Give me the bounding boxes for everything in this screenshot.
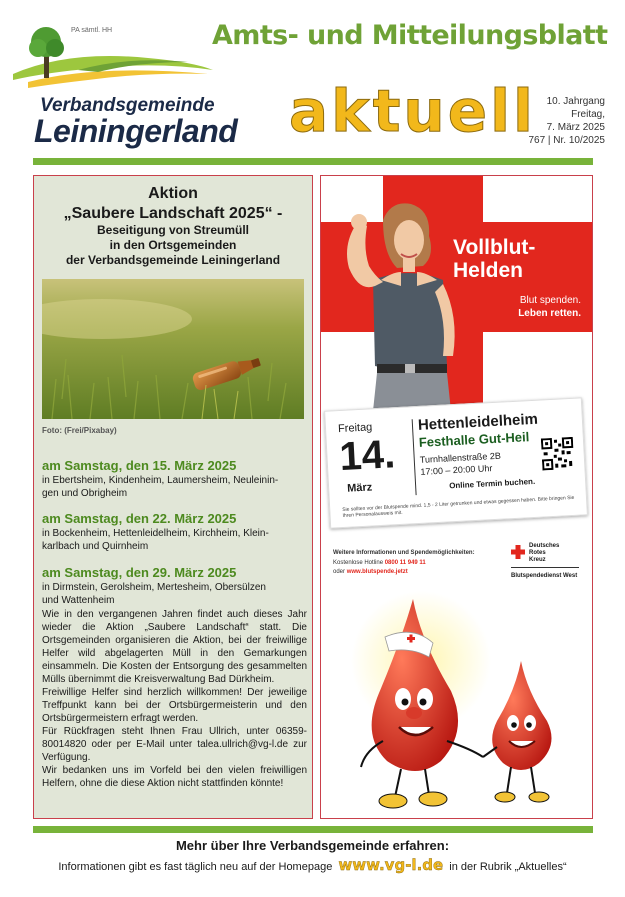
- drk-text-1: Deutsches: [529, 543, 560, 549]
- masthead-title: Amts- und Mitteilungsblatt: [212, 20, 608, 51]
- date-text-3b: und Wattenheim: [42, 595, 115, 606]
- drk-subline: Blutspendedienst West: [511, 573, 578, 579]
- poster-headline: [453, 236, 535, 282]
- issue-info: [528, 95, 605, 147]
- aktuell-wordmark: aktuell: [289, 77, 536, 145]
- body-paragraph-1: Wie in den vergangenen Jahren findet auch dieses Jahr wieder die Aktion „Saubere Landschaft“ statt. Die Ortsgemeinden organisieren die Aktion, bei der freiwillige Helfer wild abgelagerten Müll in den Gemarkungen einsammeln. Die Kosten der Entsorgung des gesammelten Mülls übernimmt die Kreisverwaltung Bad Dürkheim.: [42, 609, 307, 685]
- aktion-heading-2: „Saubere Landschaft 2025“ -: [63, 205, 283, 222]
- ticket-day: 14.: [338, 432, 397, 480]
- photo-credit: Foto: (Frei/Pixabay): [42, 426, 117, 435]
- woman-flexing-illustration: [331, 196, 471, 411]
- date-text-1a: in Ebertsheim, Kindenheim, Laumersheim, Neuleinin-: [42, 475, 279, 486]
- issue-number: 767 | Nr. 10/2025: [528, 135, 605, 146]
- ticket-time: 17:00 – 20:00 Uhr: [420, 463, 493, 477]
- date-block-2: [42, 511, 307, 553]
- blood-donation-poster: [320, 175, 593, 819]
- footer-suffix: in der Rubrik „Aktuelles“: [449, 861, 567, 873]
- footer-divider: [33, 826, 593, 833]
- verbandsgemeinde-logo: [8, 22, 218, 92]
- red-cross-icon: [511, 545, 525, 559]
- aktion-subheading-2: in den Ortsgemeinden: [109, 238, 237, 252]
- aktion-box: [33, 175, 313, 819]
- body-paragraph-3: Für Rückfragen steht Ihnen Frau Ullrich, unter 06359-80014820 oder per E-Mail unter talea.ullrich@vg-l.de zur Verfügung.: [42, 726, 307, 763]
- ticket-month: März: [346, 481, 373, 495]
- pa-note: PA sämtl. HH: [71, 27, 113, 34]
- blood-drop-mascots: [321, 581, 593, 817]
- drk-text-3: Kreuz: [529, 557, 546, 563]
- date-text-1b: gen und Obrigheim: [42, 488, 128, 499]
- ticket-separator: [412, 419, 417, 495]
- poster-claim-2: Leben retten.: [518, 308, 581, 319]
- web-line: [333, 568, 408, 576]
- date-text-3a: in Dirmstein, Gerolsheim, Mertesheim, Obersülzen: [42, 582, 266, 593]
- qr-code-icon: [541, 437, 575, 471]
- issue-jahrgang: 10. Jahrgang: [546, 96, 605, 107]
- header-divider: [33, 158, 593, 165]
- footer-prefix: Informationen gibt es fast täglich neu auf der Homepage: [58, 861, 333, 873]
- date-block-1: [42, 458, 307, 500]
- aktion-subheading-1: Beseitigung von Streumüll: [96, 223, 249, 237]
- blutspende-link[interactable]: www.blutspende.jetzt: [346, 569, 408, 575]
- drk-text-2: Rotes: [529, 550, 546, 556]
- event-ticket: [324, 397, 588, 528]
- hotline-line: [333, 559, 426, 567]
- aktion-subheading-3: der Verbandsgemeinde Leiningerland: [65, 253, 281, 267]
- date-text-2a: in Bockenheim, Hettenleidelheim, Kirchheim, Klein-: [42, 528, 269, 539]
- poster-claim-1: Blut spenden.: [519, 295, 581, 306]
- drk-text: [529, 543, 559, 564]
- drk-logo: [511, 543, 591, 571]
- footer-line: [0, 856, 625, 874]
- drk-divider: [511, 567, 579, 568]
- ticket-street: Turnhallenstraße 2B: [419, 450, 502, 465]
- date-text-2b: karlbach und Quirnheim: [42, 541, 149, 552]
- ticket-place: Hettenleidelheim: [417, 410, 539, 434]
- hotline-number: 0800 11 949 11: [384, 560, 426, 566]
- body-paragraph-2: Freiwillige Helfer sind herzlich willkommen! Der jeweilige Treffpunkt kann bei der Ortsbürgermeisterin und den Ortsbürgermeistern erfragt werden.: [42, 687, 307, 724]
- vg-name-line2: Leiningerland: [34, 113, 238, 149]
- aktion-body: [42, 608, 307, 790]
- ticket-note: Sie sollten vor der Blutspende mind. 1,5 - 2 Liter getrunken und etwas gegessen haben. Bitte bringen Sie Ihren Personalausweis mit.: [342, 494, 575, 520]
- date-title-1: am Samstag, den 15. März 2025: [42, 458, 237, 473]
- ticket-weekday: Freitag: [337, 421, 373, 436]
- issue-weekday: Freitag,: [571, 109, 605, 120]
- poster-headline-1: Vollblut-: [453, 236, 536, 259]
- info-title: Weitere Informationen und Spendemöglichkeiten:: [333, 550, 475, 556]
- poster-claim: [491, 294, 581, 320]
- hotline-label: Kostenlose Hotline: [333, 560, 384, 566]
- web-prefix: oder: [333, 569, 346, 575]
- date-title-2: am Samstag, den 22. März 2025: [42, 511, 237, 526]
- bottle-in-grass-photo: [42, 279, 304, 419]
- issue-date: 7. März 2025: [546, 122, 605, 133]
- ticket-hall: Festhalle Gut-Heil: [418, 429, 530, 450]
- aktion-heading-1: Aktion: [148, 185, 198, 202]
- homepage-link[interactable]: www.vg-l.de: [338, 856, 444, 874]
- vg-name-line1: Verbandsgemeinde: [40, 95, 215, 116]
- footer-title: Mehr über Ihre Verbandsgemeinde erfahren:: [175, 838, 450, 853]
- date-title-3: am Samstag, den 29. März 2025: [42, 565, 237, 580]
- body-paragraph-4: Wir bedanken uns im Vorfeld bei den vielen freiwilligen Helfern, ohne die diese Aktion nicht stattfinden könnte!: [42, 765, 307, 789]
- aktion-heading: [34, 184, 312, 268]
- ticket-online-booking: Online Termin buchen.: [448, 476, 536, 491]
- date-block-3: [42, 565, 307, 607]
- poster-headline-2: Helden: [453, 259, 524, 282]
